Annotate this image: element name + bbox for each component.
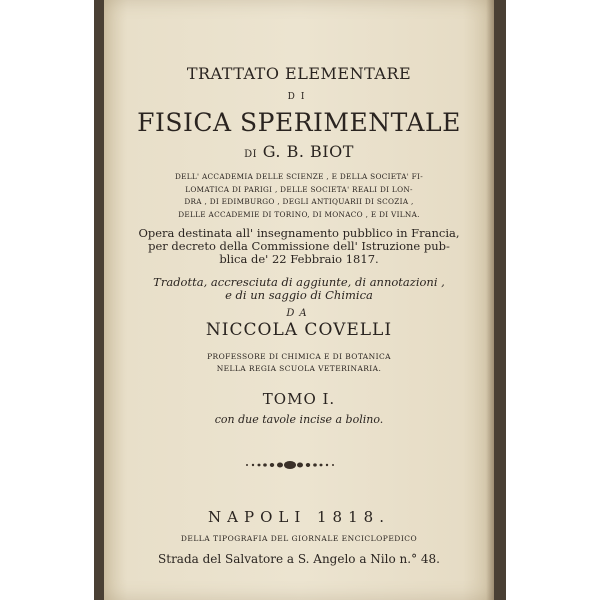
author-prefix: DI (244, 149, 258, 160)
translation-line: e di un saggio di Chimica (225, 288, 373, 302)
affiliation-line: DELL' ACCADEMIA DELLE SCIENZE , E DELLA SOCIETA' FI- (174, 172, 423, 181)
translator-prefix: DA (286, 308, 312, 319)
title-line-1: TRATTATO ELEMENTARE (186, 64, 412, 83)
title-main: FISICA SPERIMENTALE (137, 108, 461, 137)
opera-line: per decreto della Commissione dell' Istruzione pub- (148, 239, 450, 253)
opera-line: Opera destinata all' insegnamento pubblico in Francia, (138, 226, 460, 240)
title-line-2: DI (287, 92, 311, 102)
translator-name: NICCOLA COVELLI (205, 320, 393, 340)
affiliation-line: LOMATICA DI PARIGI , DELLE SOCIETA' REALI DI LON- (185, 185, 413, 194)
printer-ornament (240, 458, 340, 472)
author-line (104, 142, 494, 161)
opera-line: blica de' 22 Febbraio 1817. (219, 252, 379, 266)
translator-title-line: PROFESSORE DI CHIMICA E DI BOTANICA (207, 352, 391, 361)
plates-note: con due tavole incise a bolino. (214, 413, 384, 426)
affiliation-line: DELLE ACCADEMIE DI TORINO, DI MONACO , E DI VILNA. (178, 210, 420, 219)
street-line: Strada del Salvatore a S. Angelo a Nilo n.° 48. (158, 552, 440, 566)
printer-line: DELLA TIPOGRAFIA DEL GIORNALE ENCICLOPEDICO (180, 534, 418, 543)
translation-line: Tradotta, accresciuta di aggiunte, di annotazioni , (153, 275, 445, 289)
city-year: NAPOLI 1818. (208, 508, 390, 526)
translator-title-line: NELLA REGIA SCUOLA VETERINARIA. (216, 364, 382, 373)
author-name: G. B. BIOT (262, 142, 354, 161)
volume-label: TOMO I. (262, 390, 336, 408)
affiliation-line: DRA , DI EDIMBURGO , DEGLI ANTIQUARII DI SCOZIA , (184, 197, 414, 206)
